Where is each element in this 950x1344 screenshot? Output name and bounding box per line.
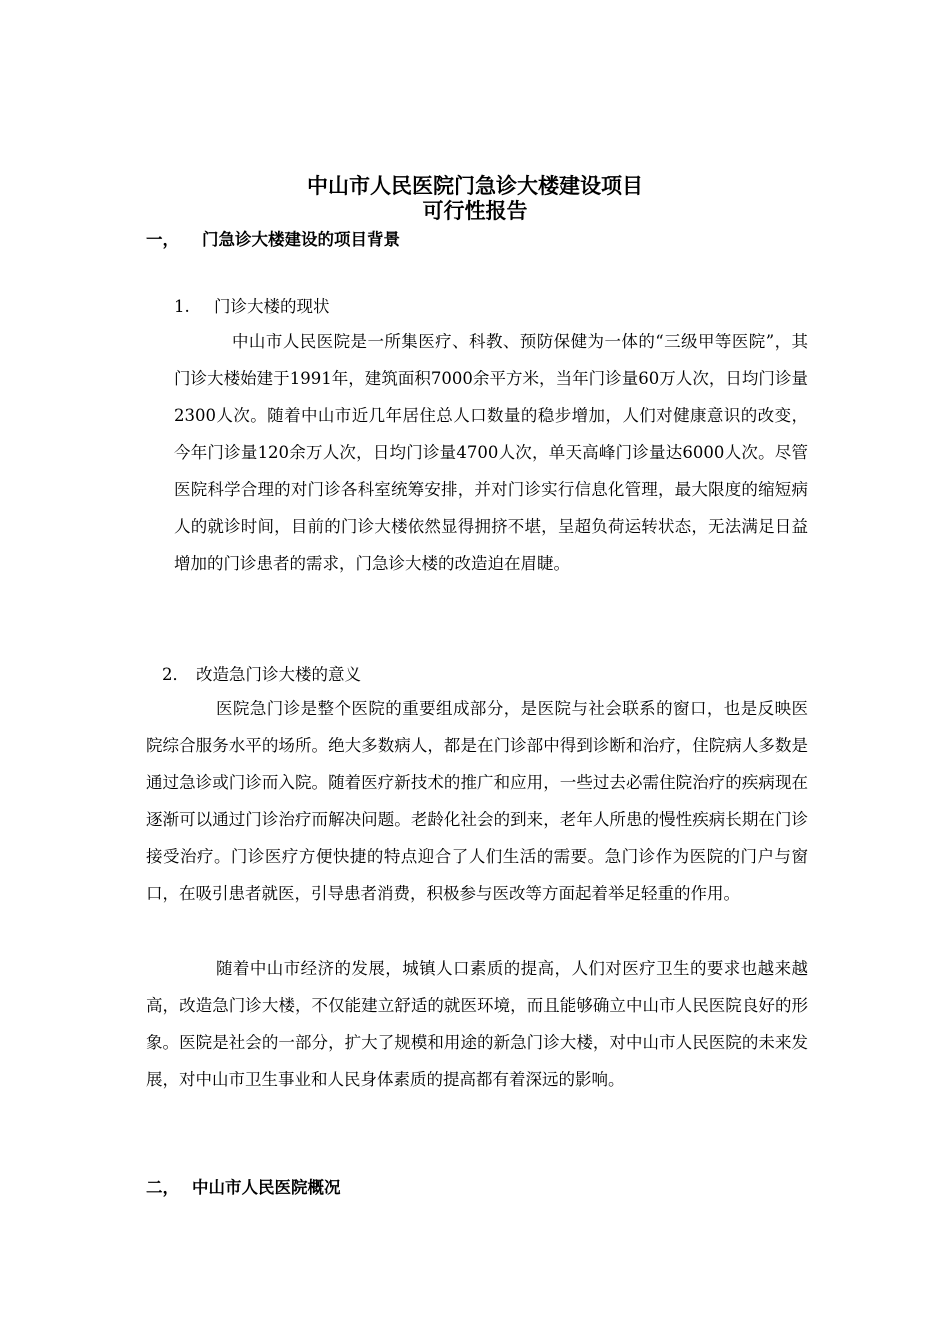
subsection2-paragraph1: 医院急门诊是整个医院的重要组成部分，是医院与社会联系的窗口，也是反映医院综合服务水平的场所。绝大多数病人，都是在门诊部中得到诊断和治疗，住院病人多数是通过急诊或门诊而入院。随着医疗新技术的推广和应用，一些过去必需住院治疗的疾病现在逐渐可以通过门诊治疗而解决问题。老龄化社会的到来，老年人所患的慢性疾病长期在门诊接受治疗。门诊医疗方便快捷的特点迎合了人们生活的需要。急门诊作为医院的门户与窗口，在吸引患者就医，引导患者消费，积极参与医改等方面起着举足轻重的作用。 bbox=[146, 699, 808, 903]
subsection2-paragraph2: 随着中山市经济的发展，城镇人口素质的提高，人们对医疗卫生的要求也越来越高，改造急门诊大楼，不仅能建立舒适的就医环境，而且能够确立中山市人民医院良好的形象。医院是社会的一部分，扩大了规模和用途的新急门诊大楼，对中山市人民医院的未来发展，对中山市卫生事业和人民身体素质的提高都有着深远的影响。 bbox=[146, 959, 808, 1089]
section2-number: 二， bbox=[146, 1178, 179, 1197]
subsection1-paragraph: 中山市人民医院是一所集医疗、科教、预防保健为一体的“三级甲等医院”，其门诊大楼始建于1991年，建筑面积7000余平方米，当年门诊量60万人次，日均门诊量2300人次。随着中山市近几年居住总人口数量的稳步增加，人们对健康意识的改变，今年门诊量120余万人次，日均门诊量4700人次，单天高峰门诊量达6000人次。尽管医院科学合理的对门诊各科室统筹安排，并对门诊实行信息化管理，最大限度的缩短病人的就诊时间，目前的门诊大楼依然显得拥挤不堪，呈超负荷运转状态，无法满足日益增加的门诊患者的需求，门急诊大楼的改造迫在眉睫。 bbox=[174, 332, 808, 573]
document-title-line2: 可行性报告 bbox=[422, 199, 528, 223]
subsection1-number: 1. bbox=[174, 297, 190, 316]
subsection2-number: 2． bbox=[162, 665, 189, 684]
subsection2-heading bbox=[162, 664, 361, 686]
document-title-line1: 中山市人民医院门急诊大楼建设项目 bbox=[307, 174, 643, 198]
section2-title: 中山市人民医院概况 bbox=[192, 1178, 341, 1197]
section1-heading bbox=[146, 229, 400, 251]
section1-number: 一， bbox=[146, 230, 179, 249]
section1-title: 门急诊大楼建设的项目背景 bbox=[202, 230, 400, 249]
section2-heading bbox=[146, 1177, 341, 1199]
subsection1-title: 门诊大楼的现状 bbox=[214, 297, 330, 316]
subsection1-heading bbox=[174, 296, 330, 318]
subsection2-title: 改造急门诊大楼的意义 bbox=[196, 665, 361, 684]
